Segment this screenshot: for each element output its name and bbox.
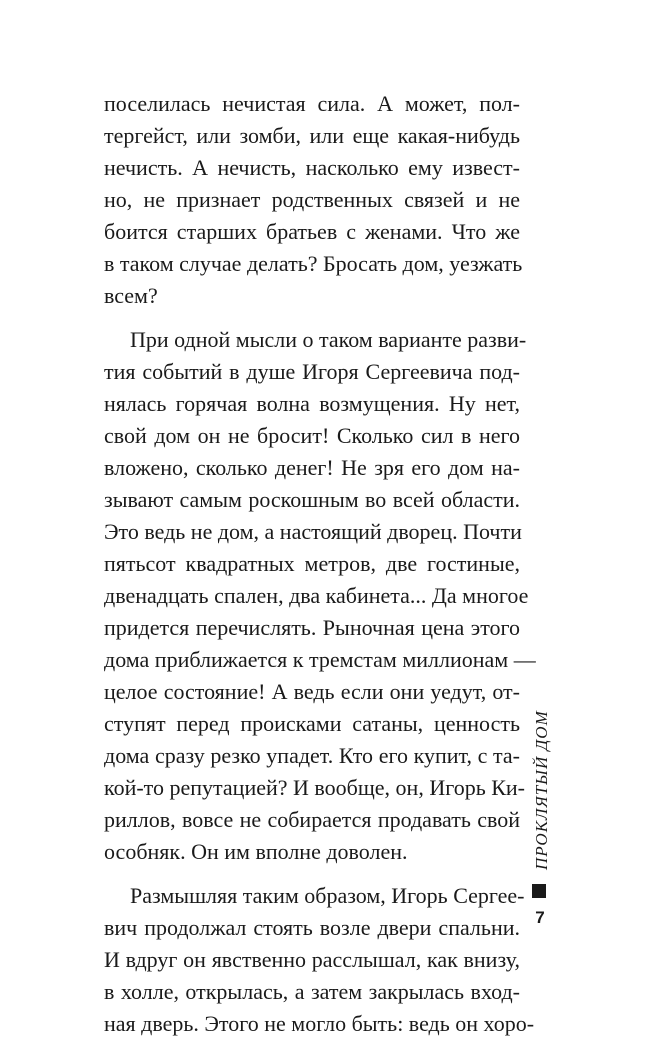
text-line: дома сразу резко упадет. Кто его купит, с та- <box>104 743 520 768</box>
text-line: пятьсот квадратных метров, две гостиные, <box>104 551 520 576</box>
paragraph-1 <box>104 88 523 312</box>
text-line: кой-то репутацией? И вообще, он, Игорь Ки- <box>104 775 525 800</box>
text-line: нечисть. А нечисть, насколько ему извест- <box>104 155 520 180</box>
text-line: но, не признает родственных связей и не <box>104 187 520 212</box>
text-line: тия событий в душе Игоря Сергеевича под- <box>104 359 520 384</box>
text-line: И вдруг он явственно расслышал, как внизу, <box>104 947 520 972</box>
text-line: Это ведь не дом, а настоящий дворец. Почти <box>104 519 522 544</box>
text-line: в холле, открылась, а затем закрылась вход- <box>104 979 520 1004</box>
text-line: целое состояние! А ведь если они уедут, от- <box>104 679 520 704</box>
text-line: всем? <box>104 283 158 308</box>
text-line: дома приближается к тремстам миллионам — <box>104 647 536 672</box>
body-text <box>104 88 536 1052</box>
text-line: тергейст, или зомби, или еще какая-нибудь <box>104 123 520 148</box>
text-line: вич продолжал стоять возле двери спальни. <box>104 915 520 940</box>
text-line: придется перечислять. Рыночная цена этого <box>104 615 520 640</box>
text-line: нялась горячая волна возмущения. Ну нет, <box>104 391 520 416</box>
text-line: При одной мысли о таком варианте разви- <box>130 327 527 352</box>
text-line: вложено, сколько денег! Не зря его дом на- <box>104 455 520 480</box>
text-line: ная дверь. Этого не могло быть: ведь он хоро- <box>104 1011 535 1036</box>
square-marker-icon <box>532 884 546 898</box>
page-number: 7 <box>535 908 545 927</box>
text-line: особняк. Он им вполне доволен. <box>104 839 408 864</box>
text-line: двенадцать спален, два кабинета... Да многое <box>104 583 529 608</box>
text-line: Размышляя таким образом, Игорь Сергее- <box>130 883 525 908</box>
running-head: ПРОКЛЯТЫЙ ДОМ <box>532 710 551 870</box>
text-line: риллов, вовсе не собирается продавать свой <box>104 807 520 832</box>
text-line: свой дом он не бросит! Сколько сил в него <box>104 423 520 448</box>
text-line: боится старших братьев с женами. Что же <box>104 219 520 244</box>
text-line: поселилась нечистая сила. А может, пол- <box>104 91 520 116</box>
text-line: зывают самым роскошным во всей области. <box>104 487 520 512</box>
text-line: ступят перед происками сатаны, ценность <box>104 711 520 736</box>
text-line: в таком случае делать? Бросать дом, уезжать <box>104 251 523 276</box>
paragraph-3 <box>104 880 535 1040</box>
paragraph-2 <box>104 324 536 868</box>
